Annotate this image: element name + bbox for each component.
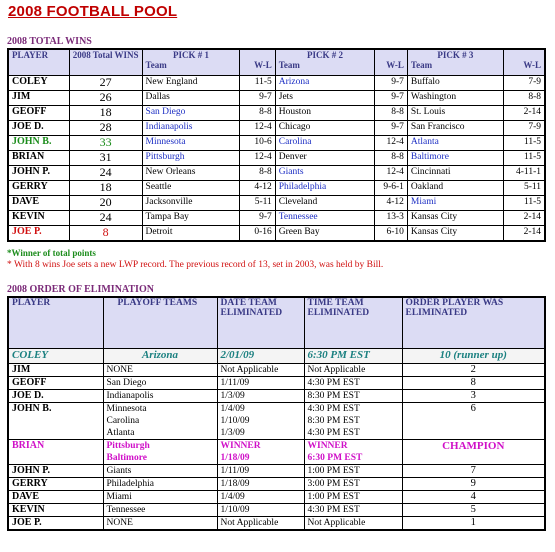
pick2-team: Arizona bbox=[275, 76, 374, 91]
elim-times: WINNER 6:30 PM EST bbox=[304, 440, 402, 465]
header-pick2 bbox=[275, 49, 374, 76]
pick1-team: Tampa Bay bbox=[142, 211, 240, 226]
elim-dates: 1/4/09 1/10/09 1/3/09 bbox=[217, 403, 304, 440]
pick2-team: Green Bay bbox=[275, 226, 374, 242]
elim-times: 1:00 PM EST bbox=[304, 491, 402, 504]
pick2-wl: 4-12 bbox=[375, 196, 408, 211]
elim-row bbox=[8, 364, 545, 377]
pick1-wl: 8-8 bbox=[240, 166, 275, 181]
pick1-wl: 8-8 bbox=[240, 106, 275, 121]
header-pick3-label: PICK # 3 bbox=[437, 50, 474, 60]
pick1-team: Dallas bbox=[142, 91, 240, 106]
pick1-team: Indianapolis bbox=[142, 121, 240, 136]
elim-row bbox=[8, 504, 545, 517]
wins-player: JOHN P. bbox=[8, 166, 69, 181]
pick1-wl: 12-4 bbox=[240, 121, 275, 136]
total-wins-table bbox=[7, 48, 546, 242]
elim-header-row bbox=[8, 297, 545, 349]
pick2-team: Carolina bbox=[275, 136, 374, 151]
pick2-wl: 8-8 bbox=[375, 106, 408, 121]
header-wl-label: W-L bbox=[254, 60, 272, 70]
wins-player: KEVIN bbox=[8, 211, 69, 226]
elim-times: 4:30 PM EST 8:30 PM EST 4:30 PM EST bbox=[304, 403, 402, 440]
wins-player: JOE P. bbox=[8, 226, 69, 242]
elim-order: 7 bbox=[402, 465, 545, 478]
pick3-team: Kansas City bbox=[407, 226, 503, 242]
pick2-team: Denver bbox=[275, 151, 374, 166]
pick2-team: Chicago bbox=[275, 121, 374, 136]
elim-row bbox=[8, 390, 545, 403]
pick1-team: Pittsburgh bbox=[142, 151, 240, 166]
pick3-team: San Francisco bbox=[407, 121, 503, 136]
elim-teams: Giants bbox=[103, 465, 217, 478]
elim-order: 9 bbox=[402, 478, 545, 491]
elim-teams: San Diego bbox=[103, 377, 217, 390]
wins-total: 18 bbox=[69, 181, 142, 196]
wins-body bbox=[8, 76, 545, 242]
wins-player: BRIAN bbox=[8, 151, 69, 166]
elim-order: CHAMPION bbox=[402, 440, 545, 465]
header-pick3 bbox=[407, 49, 503, 76]
elim-teams: Philadelphia bbox=[103, 478, 217, 491]
elim-teams: Tennessee bbox=[103, 504, 217, 517]
elim-order: 4 bbox=[402, 491, 545, 504]
elim-teams: Pittsburgh Baltimore bbox=[103, 440, 217, 465]
total-wins-section-title: 2008 TOTAL WINS bbox=[7, 36, 92, 47]
wins-player: JOE D. bbox=[8, 121, 69, 136]
elim-row bbox=[8, 377, 545, 390]
pick2-team: Giants bbox=[275, 166, 374, 181]
elim-dates: Not Applicable bbox=[217, 517, 304, 531]
pick3-team: Oakland bbox=[407, 181, 503, 196]
wins-row bbox=[8, 121, 545, 136]
elim-times: Not Applicable bbox=[304, 364, 402, 377]
elim-order: 10 (runner up) bbox=[402, 349, 545, 364]
wins-total: 27 bbox=[69, 76, 142, 91]
elim-header-order: ORDER PLAYER WAS ELIMINATED bbox=[402, 297, 545, 349]
record-note: * With 8 wins Joe sets a new LWP record. The previous record of 13, set in 2003, was held by Bill. bbox=[7, 260, 384, 270]
pick1-team: Detroit bbox=[142, 226, 240, 242]
wins-row bbox=[8, 151, 545, 166]
wins-row bbox=[8, 136, 545, 151]
header-player: PLAYER bbox=[8, 49, 69, 76]
elim-teams: Arizona bbox=[103, 349, 217, 364]
wins-row bbox=[8, 76, 545, 91]
elim-dates: 1/11/09 bbox=[217, 377, 304, 390]
elim-row bbox=[8, 440, 545, 465]
pick3-wl: 11-5 bbox=[503, 196, 545, 211]
winner-note: *Winner of total points bbox=[7, 248, 96, 258]
wins-player: JOHN B. bbox=[8, 136, 69, 151]
pick3-wl: 2-14 bbox=[503, 211, 545, 226]
elim-row bbox=[8, 478, 545, 491]
pick1-wl: 9-7 bbox=[240, 211, 275, 226]
wins-row bbox=[8, 91, 545, 106]
pick1-wl: 0-16 bbox=[240, 226, 275, 242]
elim-player: JOE P. bbox=[8, 517, 103, 531]
elim-player: COLEY bbox=[8, 349, 103, 364]
elim-player: GERRY bbox=[8, 478, 103, 491]
pick2-wl: 13-3 bbox=[375, 211, 408, 226]
elim-order: 2 bbox=[402, 364, 545, 377]
pick1-team: San Diego bbox=[142, 106, 240, 121]
elim-row bbox=[8, 403, 545, 440]
wins-total: 24 bbox=[69, 211, 142, 226]
pick3-wl: 7-9 bbox=[503, 76, 545, 91]
wins-total: 8 bbox=[69, 226, 142, 242]
elim-dates: 1/11/09 bbox=[217, 465, 304, 478]
elim-player: JOE D. bbox=[8, 390, 103, 403]
pick2-wl: 12-4 bbox=[375, 136, 408, 151]
pick3-wl: 2-14 bbox=[503, 106, 545, 121]
header-pick1 bbox=[142, 49, 240, 76]
elim-player: BRIAN bbox=[8, 440, 103, 465]
wins-header-row bbox=[8, 49, 545, 76]
pick1-team: Jacksonville bbox=[142, 196, 240, 211]
elim-header-teams: PLAYOFF TEAMS bbox=[103, 297, 217, 349]
pick3-wl: 8-8 bbox=[503, 91, 545, 106]
header-pick2-label: PICK # 2 bbox=[306, 50, 343, 60]
header-wl1 bbox=[240, 49, 275, 76]
elim-teams: Minnesota Carolina Atlanta bbox=[103, 403, 217, 440]
header-total-wins: 2008 Total WINS bbox=[69, 49, 142, 76]
elim-player: JOHN B. bbox=[8, 403, 103, 440]
wins-total: 20 bbox=[69, 196, 142, 211]
elim-teams: Miami bbox=[103, 491, 217, 504]
elim-dates: Not Applicable bbox=[217, 364, 304, 377]
wins-player: GERRY bbox=[8, 181, 69, 196]
pick3-team: Baltimore bbox=[407, 151, 503, 166]
elim-row bbox=[8, 349, 545, 364]
pick2-wl: 6-10 bbox=[375, 226, 408, 242]
elim-row bbox=[8, 491, 545, 504]
pick3-wl: 11-5 bbox=[503, 136, 545, 151]
wins-row bbox=[8, 181, 545, 196]
wins-player: COLEY bbox=[8, 76, 69, 91]
elim-player: GEOFF bbox=[8, 377, 103, 390]
header-wl-label: W-L bbox=[386, 60, 404, 70]
elim-player: JIM bbox=[8, 364, 103, 377]
wins-total: 24 bbox=[69, 166, 142, 181]
wins-row bbox=[8, 211, 545, 226]
elim-row bbox=[8, 517, 545, 531]
pick2-wl: 9-7 bbox=[375, 91, 408, 106]
pick2-team: Houston bbox=[275, 106, 374, 121]
header-wl2 bbox=[375, 49, 408, 76]
page-title: 2008 FOOTBALL POOL bbox=[8, 3, 178, 20]
pick2-team: Cleveland bbox=[275, 196, 374, 211]
header-team-label: Team bbox=[278, 60, 300, 70]
header-team-label: Team bbox=[145, 60, 167, 70]
wins-total: 18 bbox=[69, 106, 142, 121]
pick3-team: St. Louis bbox=[407, 106, 503, 121]
pick3-team: Cincinnati bbox=[407, 166, 503, 181]
elim-times: 1:00 PM EST bbox=[304, 465, 402, 478]
pick2-team: Philadelphia bbox=[275, 181, 374, 196]
elim-times: 8:30 PM EST bbox=[304, 390, 402, 403]
wins-player: GEOFF bbox=[8, 106, 69, 121]
wins-total: 33 bbox=[69, 136, 142, 151]
wins-total: 28 bbox=[69, 121, 142, 136]
pick3-wl: 7-9 bbox=[503, 121, 545, 136]
elim-teams: Indianapolis bbox=[103, 390, 217, 403]
elim-header-date: DATE TEAM ELIMINATED bbox=[217, 297, 304, 349]
pick1-team: New England bbox=[142, 76, 240, 91]
pick1-team: New Orleans bbox=[142, 166, 240, 181]
elim-row bbox=[8, 465, 545, 478]
elim-order: 5 bbox=[402, 504, 545, 517]
pick3-team: Washington bbox=[407, 91, 503, 106]
wins-player: JIM bbox=[8, 91, 69, 106]
elim-dates: 1/10/09 bbox=[217, 504, 304, 517]
elim-header-time: TIME TEAM ELIMINATED bbox=[304, 297, 402, 349]
pick3-wl: 11-5 bbox=[503, 151, 545, 166]
pick3-wl: 2-14 bbox=[503, 226, 545, 242]
pick2-team: Jets bbox=[275, 91, 374, 106]
elim-times: 3:00 PM EST bbox=[304, 478, 402, 491]
pick1-wl: 12-4 bbox=[240, 151, 275, 166]
pick2-wl: 9-7 bbox=[375, 76, 408, 91]
header-pick1-label: PICK # 1 bbox=[172, 50, 209, 60]
elim-times: 6:30 PM EST bbox=[304, 349, 402, 364]
elim-times: 4:30 PM EST bbox=[304, 377, 402, 390]
pick2-wl: 9-7 bbox=[375, 121, 408, 136]
elim-header-player: PLAYER bbox=[8, 297, 103, 349]
pick1-wl: 5-11 bbox=[240, 196, 275, 211]
elim-order: 8 bbox=[402, 377, 545, 390]
wins-total: 31 bbox=[69, 151, 142, 166]
pick3-team: Atlanta bbox=[407, 136, 503, 151]
elim-body bbox=[8, 349, 545, 531]
pick3-wl: 4-11-1 bbox=[503, 166, 545, 181]
pick1-wl: 10-6 bbox=[240, 136, 275, 151]
pick3-team: Buffalo bbox=[407, 76, 503, 91]
pick1-wl: 9-7 bbox=[240, 91, 275, 106]
elim-dates: 1/3/09 bbox=[217, 390, 304, 403]
elim-teams: NONE bbox=[103, 517, 217, 531]
elim-player: DAVE bbox=[8, 491, 103, 504]
pick1-wl: 4-12 bbox=[240, 181, 275, 196]
elim-order: 1 bbox=[402, 517, 545, 531]
wins-row bbox=[8, 196, 545, 211]
wins-row bbox=[8, 226, 545, 242]
pick2-wl: 9-6-1 bbox=[375, 181, 408, 196]
elim-dates: 2/01/09 bbox=[217, 349, 304, 364]
header-wl3 bbox=[503, 49, 545, 76]
pick3-team: Miami bbox=[407, 196, 503, 211]
pick3-team: Kansas City bbox=[407, 211, 503, 226]
pick1-team: Minnesota bbox=[142, 136, 240, 151]
wins-row bbox=[8, 106, 545, 121]
elim-player: JOHN P. bbox=[8, 465, 103, 478]
pick2-wl: 12-4 bbox=[375, 166, 408, 181]
elim-player: KEVIN bbox=[8, 504, 103, 517]
header-wl-label: W-L bbox=[523, 60, 541, 70]
elim-teams: NONE bbox=[103, 364, 217, 377]
elim-order: 6 bbox=[402, 403, 545, 440]
wins-row bbox=[8, 166, 545, 181]
header-team-label: Team bbox=[410, 60, 433, 70]
elimination-section-title: 2008 ORDER OF ELIMINATION bbox=[7, 284, 154, 295]
elim-times: 4:30 PM EST bbox=[304, 504, 402, 517]
elim-times: Not Applicable bbox=[304, 517, 402, 531]
pick1-wl: 11-5 bbox=[240, 76, 275, 91]
elim-dates: 1/4/09 bbox=[217, 491, 304, 504]
elim-dates: 1/18/09 bbox=[217, 478, 304, 491]
wins-player: DAVE bbox=[8, 196, 69, 211]
pick3-wl: 5-11 bbox=[503, 181, 545, 196]
pick1-team: Seattle bbox=[142, 181, 240, 196]
elimination-table bbox=[7, 296, 546, 531]
wins-total: 26 bbox=[69, 91, 142, 106]
elim-dates: WINNER 1/18/09 bbox=[217, 440, 304, 465]
pick2-wl: 8-8 bbox=[375, 151, 408, 166]
elim-order: 3 bbox=[402, 390, 545, 403]
pick2-team: Tennessee bbox=[275, 211, 374, 226]
